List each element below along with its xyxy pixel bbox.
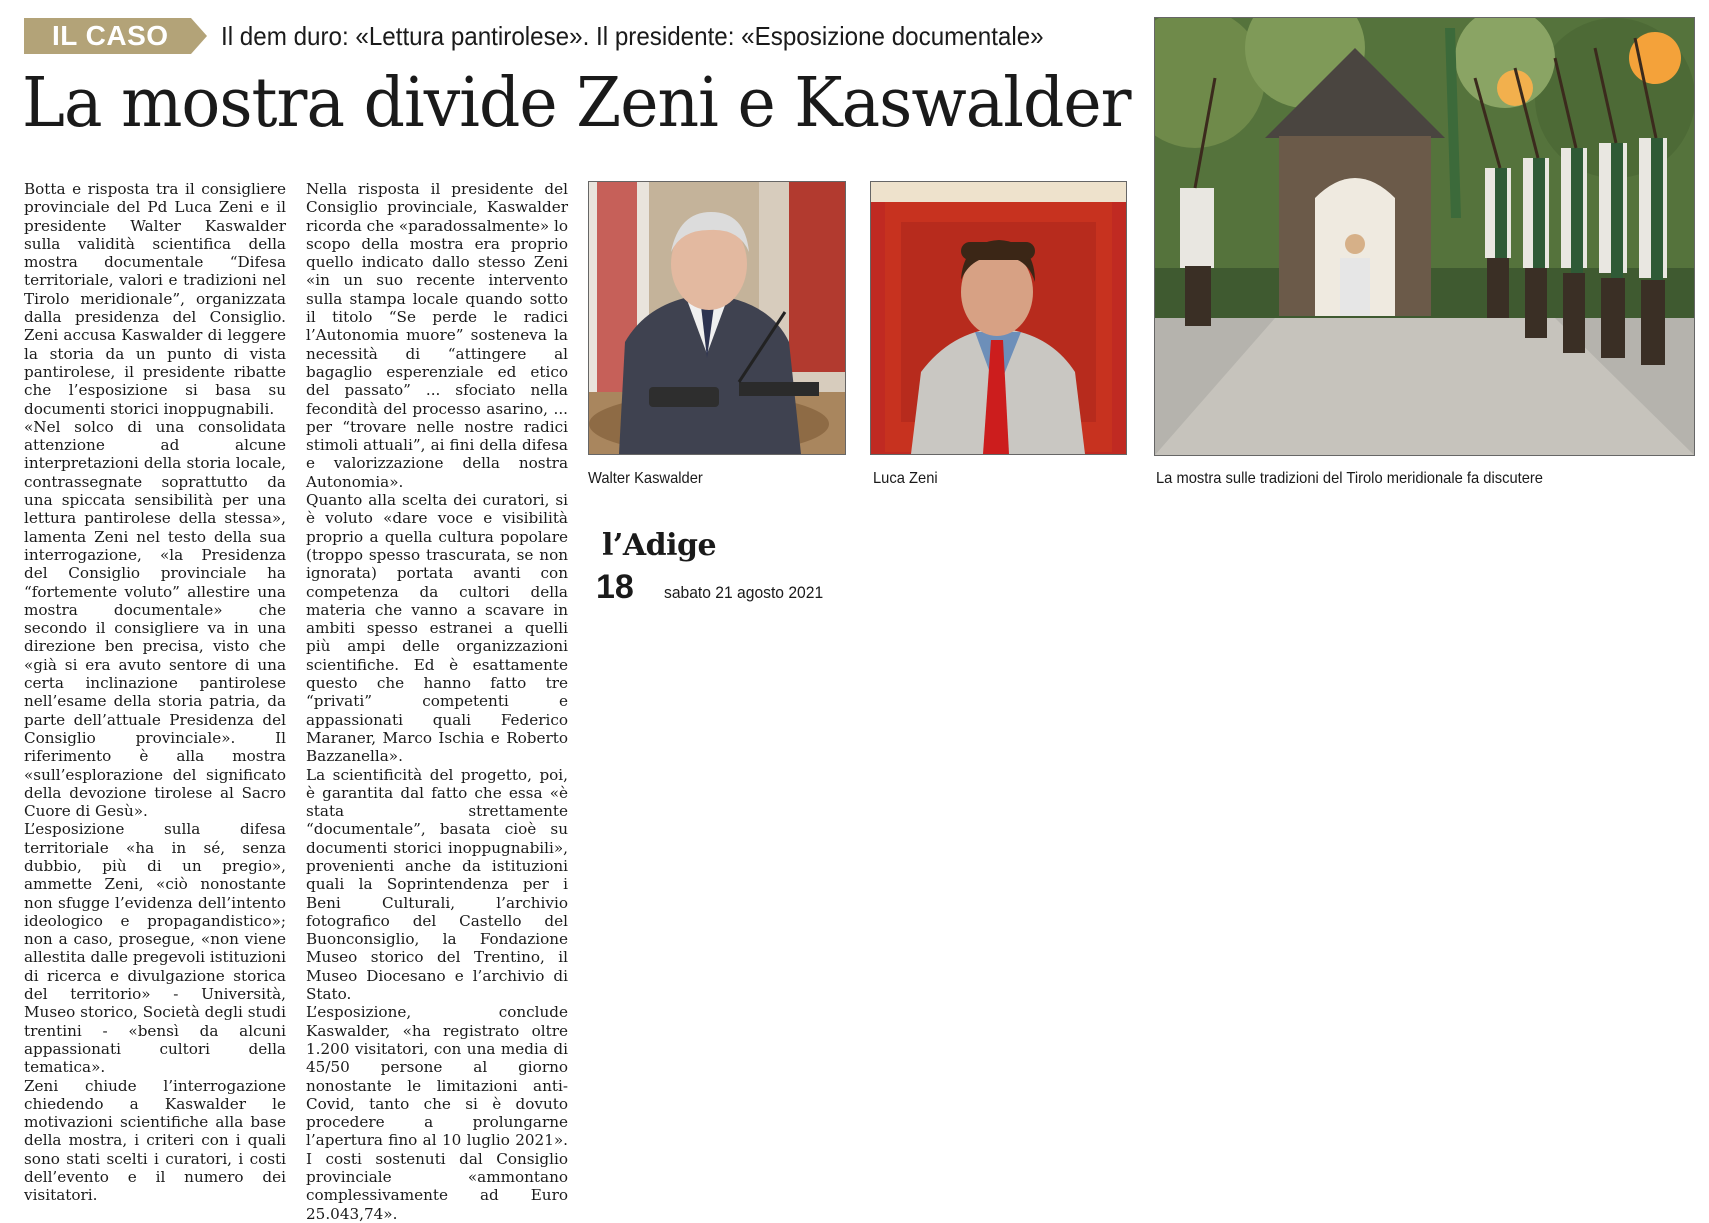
headline: La mostra divide Zeni e Kaswalder [22,64,1131,143]
kicker-arrow-icon [191,18,207,54]
issue-date: sabato 21 agosto 2021 [664,583,824,602]
kaswalder-portrait-image [589,182,845,454]
paragraph: Zeni chiude l’interrogazione chiedendo a Kaswalder le motivazioni scientifiche alla base della mostra, i criteri con i quali sono stati scelti i curatori, i costi dell’evento e il numero dei visitatori. [24,1076,286,1205]
zeni-portrait-image [871,182,1126,454]
masthead-logo: l’Adige [602,528,717,563]
kicker [24,18,1105,54]
kicker-tag: IL CASO [24,18,191,54]
paragraph: L’esposizione sulla difesa territoriale «ha in sé, senza dubbio, più di un pregio», ammette Zeni, «ciò nonostante non sfugge l’evidenza dell’intento ideologico e propagandistico»; non a caso, prosegue, «non viene allestita dalle pregevoli istituzioni di ricerca e divulgazione storica del territorio» - Università, Museo storico, Società degli studi trentini - «bensì da alcuni appassionati cultori della tematica». [24,820,286,1077]
kaswalder-photo [588,181,846,455]
paragraph: Quanto alla scelta dei curatori, si è voluto «dare voce e visibilità proprio a quella cultura popolare (troppo spesso trascurata, se non ignorata) portata avanti con competenza da cultori della materia che vanno a scavare in ambiti spesso estranei a quelli più ampi delle organizzazioni scientifiche. Ed è esattamente questo che hanno fatto tre “privati” competenti e appassionati quali Federico Maraner, Marco Ischia e Roberto Bazzanella». [306,491,568,766]
kaswalder-caption: Walter Kaswalder [588,470,703,487]
kicker-text: Il dem duro: «Lettura pantirolese». Il presidente: «Esposizione documentale» [220,20,1044,51]
zeni-caption: Luca Zeni [873,470,938,487]
article-column-2 [306,180,568,1223]
article-column-1 [24,180,286,1205]
paragraph: Nella risposta il presidente del Consiglio provinciale, Kaswalder ricorda che «paradossalmente» lo scopo della mostra era proprio quello indicato dallo stesso Zeni «in un suo recente intervento sulla stampa locale quando sotto il titolo “Se perde le radici l’Autonomia muore” sosteneva la necessità di “attingere al bagaglio esperenziale ed etico del passato” ... sfociato nella fecondità del processo asarino, ... per “trovare nelle nostre radici stimoli attuali”, ai fini della difesa e valorizzazione della nostra Autonomia». [306,180,568,491]
paragraph: La scientificità del progetto, poi, è garantita dal fatto che essa «è stata strettamente “documentale”, basata cioè su documenti storici inoppugnabili», provenienti anche da istituzioni quali la Soprintendenza per i Beni Culturali, l’archivio fotografico del Castello del Buonconsiglio, la Fondazione Museo storico del Trentino, il Museo Diocesano e l’archivio di Stato. [306,765,568,1004]
page-number: 18 [596,568,634,606]
paragraph: Botta e risposta tra il consigliere provinciale del Pd Luca Zeni e il presidente Walter Kaswalder sulla validità scientifica della mostra documentale “Difesa territoriale, valori e tradizioni nel Tirolo meridionale”, organizzata dalla presidenza del Consiglio. Zeni accusa Kaswalder di leggere la storia da un punto di vista pantirolese, il presidente ribatte che l’esposizione si basa su documenti storici inoppugnabili. [24,180,286,418]
paragraph: «Nel solco di una consolidata attenzione ad alcune interpretazioni della storia locale, contrassegnate soprattutto da una spiccata sensibilità per una lettura pantirolese della stessa», lamenta Zeni nel testo della sua interrogazione, «la Presidenza del Consiglio provinciale ha “fortemente voluto” allestire una mostra documentale» che secondo il consigliere va in una direzione ben precisa, visto che «già si era avuto sentore di una certa inclinazione pantirolese nell’esame della storia patria, da parte dell’attuale Presidenza del Consiglio provinciale». Il riferimento è alla mostra «sull’esplorazione del significato della devozione tirolese al Sacro Cuore di Gesù». [24,417,286,821]
zeni-photo [870,181,1127,455]
paragraph: L’esposizione, conclude Kaswalder, «ha registrato oltre 1.200 visitatori, con una media di 45/50 persone al giorno nonostante le limitazioni anti-Covid, tanto che si è dovuto procedere a prolungarne l’apertura fino al 10 luglio 2021». I costi sostenuti dal Consiglio provinciale «ammontano complessivamente ad Euro 25.043,74». [306,1003,568,1223]
procession-scene-image [1155,18,1694,455]
main-photo [1154,17,1695,456]
main-photo-caption: La mostra sulle tradizioni del Tirolo meridionale fa discutere [1156,470,1544,487]
